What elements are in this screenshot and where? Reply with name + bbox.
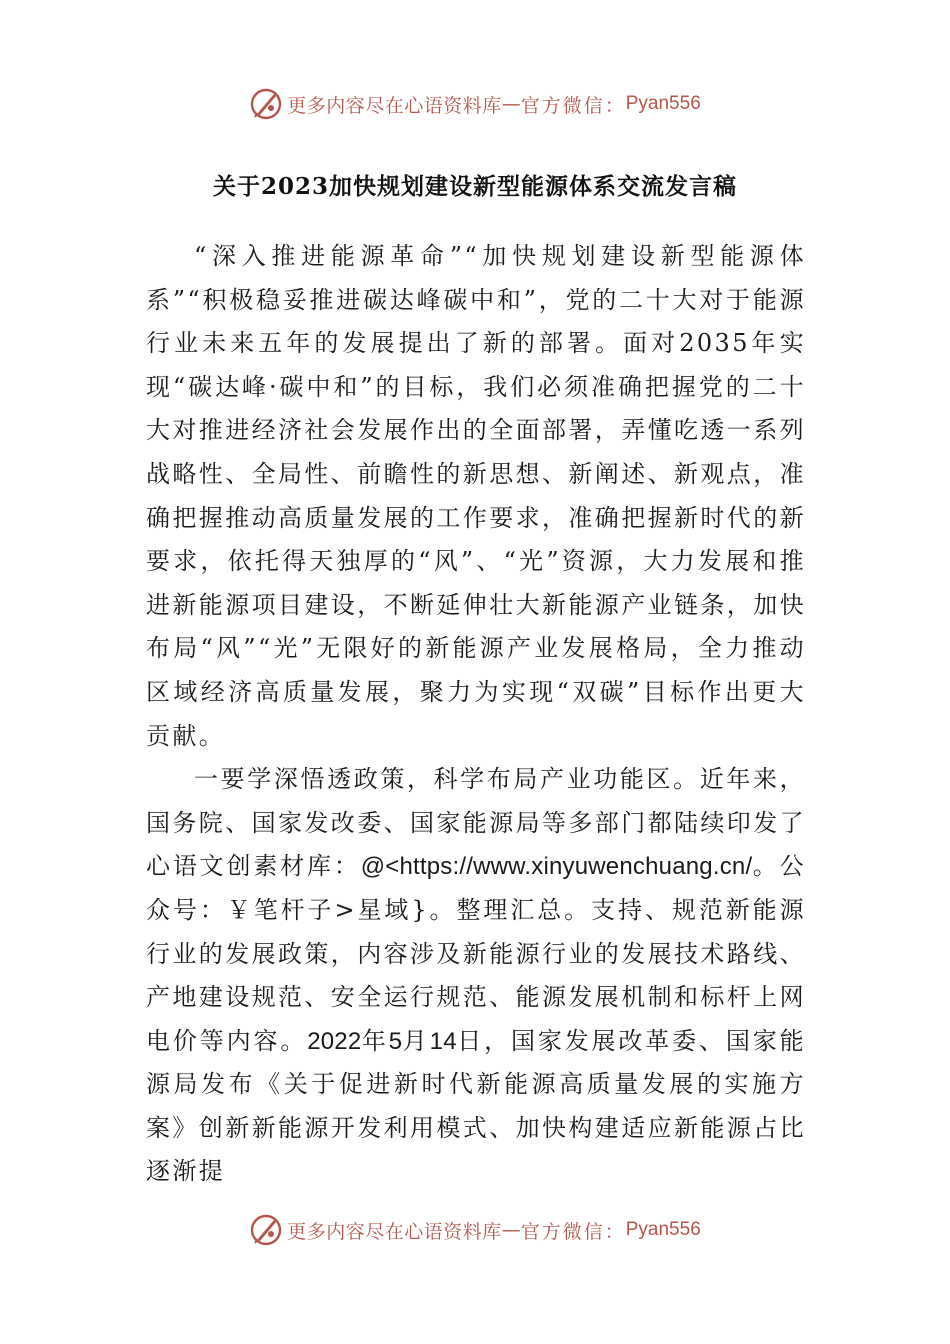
banner-dash: —: [501, 1219, 521, 1241]
header-banner: [0, 84, 950, 124]
paragraph-2-part-e: 日，国家发展改革委、国家能源局发布《关于促进新时代新能源高质量发展的实施方案》创新新能源开发利用模式、加快构建适应新能源占比逐渐提: [146, 1026, 807, 1186]
paragraph-2: [146, 758, 806, 1194]
quill-logo-icon: [249, 87, 283, 121]
document-body: [146, 235, 806, 1194]
paragraph-1: “深入推进能源革命”“加快规划建设新型能源体系”“积极稳妥推进碳达峰碳中和”，党的二十大对于能源行业未来五年的发展提出了新的部署。面对2035年实现“碳达峰·碳中和”的目标，我们必须准确把握党的二十大对推进经济社会发展作出的全面部署，弄懂吃透一系列战略性、全局性、前瞻性的新思想、新阐述、新观点，准确把握推动高质量发展的工作要求，准确把握新时代的新要求，依托得天独厚的“风”、“光”资源，大力发展和推进新能源项目建设，不断延伸壮大新能源产业链条，加快布局“风”“光”无限好的新能源产业发展格局，全力推动区域经济高质量发展，聚力为实现“双碳”目标作出更大贡献。: [146, 242, 806, 750]
paragraph-2-month: 5: [388, 1027, 403, 1055]
banner-text: 更多内容尽在心语资料库: [287, 94, 502, 117]
paragraph-2-day: 14: [429, 1027, 457, 1055]
document-title: 关于2023加快规划建设新型能源体系交流发言稿: [212, 173, 737, 200]
footer-banner: [0, 1210, 950, 1250]
paragraph-2-part-c: 年: [361, 1026, 389, 1055]
paragraph-2-part-d: 月: [402, 1026, 430, 1055]
banner-contact-label: 官方微信：: [520, 1220, 626, 1243]
paragraph-2-part-b: 。公众号：￥笔杆子>星域}。整理汇总。支持、规范新能源行业的发展政策，内容涉及新能源行业的发展技术路线、产地建设规范、安全运行规范、能源发展机制和标杆上网电价等内容。: [146, 852, 806, 1055]
banner-text: 更多内容尽在心语资料库: [287, 1220, 502, 1243]
paragraph-2-year: 2022: [307, 1027, 362, 1055]
banner-contact-id: Pyan556: [625, 93, 701, 114]
banner-contact-id: Pyan556: [625, 1219, 701, 1240]
banner-dash: —: [501, 93, 521, 115]
paragraph-2-part-a: 一要学深悟透政策，科学布局产业功能区。近年来，国务院、国家发改委、国家能源局等多部门都陆续印发了心语文创素材库：: [146, 765, 806, 881]
quill-logo-icon: [249, 1213, 283, 1247]
paragraph-2-url: @<https://www.xinyuwenchuang.cn/: [360, 853, 753, 881]
banner-contact-label: 官方微信：: [520, 94, 626, 117]
